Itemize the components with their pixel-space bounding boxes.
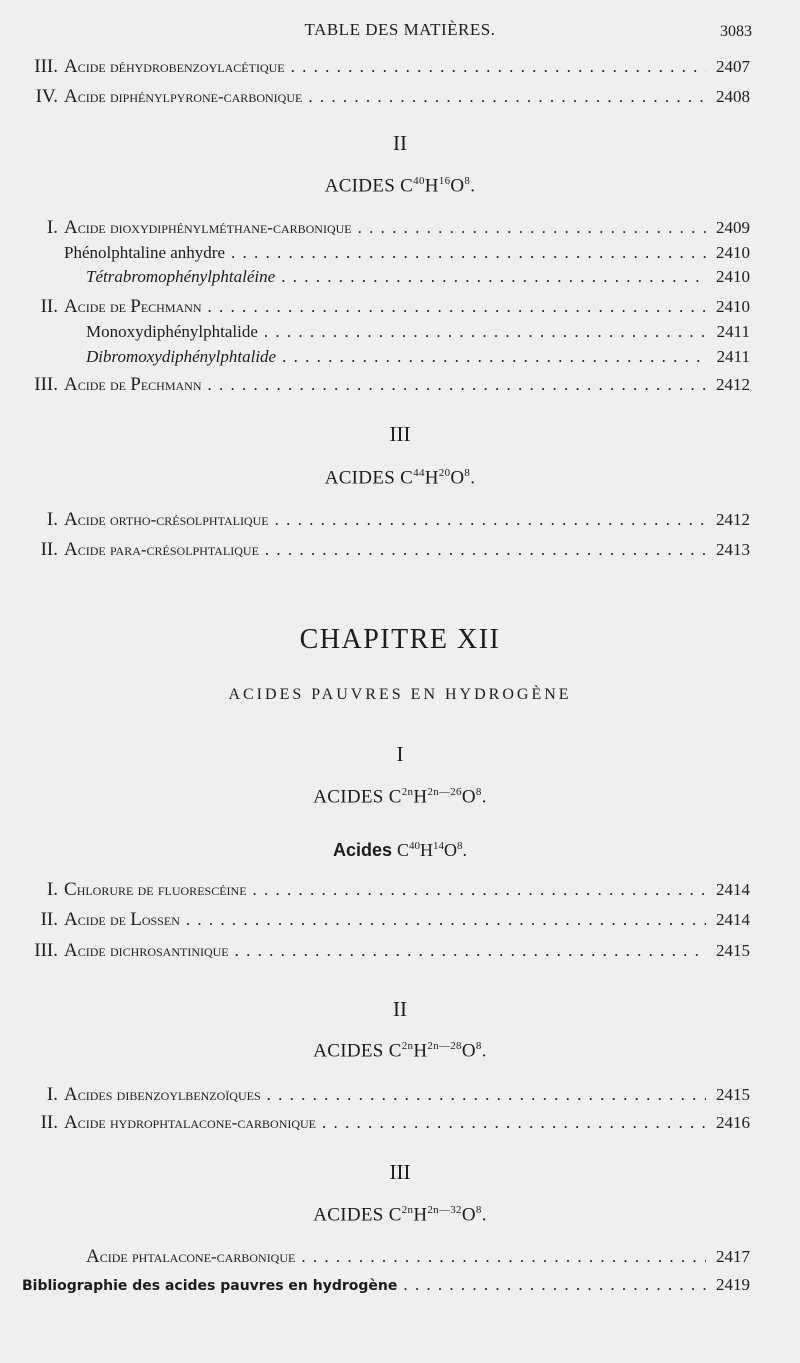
entry-page: 2409 [716,218,750,237]
section-heading: ACIDES $C^{2n}H^{2n—26}O^8$. [313,786,487,808]
entry-number: III. [34,940,58,961]
entry-page: 2412 [716,375,750,394]
entry-number: I. [46,217,58,238]
leader-dots [207,372,706,398]
entry-number: I. [46,1084,58,1105]
leader-dots [267,1082,706,1108]
entry-row [22,1272,750,1299]
entry-number: II. [40,296,58,317]
section-roman-numeral: III [389,422,411,446]
running-header-title: TABLE DES MATIÈRES. [304,20,496,39]
entry-label: Acide ortho-crésolphtalique [64,509,269,530]
entry-page: 2415 [716,941,750,960]
entry-row [64,372,750,398]
toc-entry[interactable] [0,372,800,398]
entry-label: Chlorure de fluorescéine [64,879,247,900]
entry-page: 2415 [716,1085,750,1104]
leader-dots [291,54,706,80]
entry-number: II. [40,909,58,930]
leader-dots [186,907,706,933]
entry-page: 2408 [716,87,750,106]
section-roman-numeral: III [389,1160,411,1184]
leader-dots [275,507,706,533]
entry-label: Monoxydiphénylphtalide [86,322,258,341]
entry-label: Acide phtalacone-carbonique [86,1246,296,1267]
section-roman-numeral: II [393,997,407,1021]
section-heading: ACIDES $C^{2n}H^{2n—32}O^8$. [313,1204,487,1226]
entry-label: Tétrabromophénylphtaléine [86,267,276,286]
entry-number: III. [34,374,58,395]
toc-entry[interactable] [0,507,800,533]
toc-entry[interactable] [0,215,800,241]
entry-row [86,344,750,370]
leader-dots [308,84,706,110]
toc-entry[interactable] [0,907,800,933]
toc-entry[interactable] [0,877,800,903]
entry-row [64,54,750,80]
entry-label: Acide para-crésolphtalique [64,539,259,560]
entry-label: Acide de Pechmann [64,374,202,395]
chapter-subtitle: ACIDES PAUVRES EN HYDROGÈNE [228,686,572,703]
entry-label: Acide hydrophtalacone-carbonique [64,1112,317,1133]
entry-page: 2410 [716,297,750,316]
toc-subentry[interactable] [0,240,800,266]
toc-entry[interactable] [0,1110,800,1136]
entry-number: I. [46,509,58,530]
entry-page: 2410 [716,267,750,286]
toc-entry[interactable] [0,1082,800,1108]
entry-row [86,264,750,290]
entry-row [64,938,750,964]
leader-dots [301,1244,706,1270]
entry-row [64,877,750,903]
entry-row [64,1082,750,1108]
section-heading: ACIDES $C^{44}H^{20}O^8$. [324,467,476,489]
entry-label: Acide diphénylpyrone-carbonique [64,86,303,107]
toc-entry[interactable] [0,1272,800,1298]
entry-row [64,84,750,110]
chapter-title: CHAPITRE XII [299,624,501,655]
entry-page: 2414 [716,880,750,899]
entry-label: Acide dichrosantinique [64,940,229,961]
toc-entry[interactable] [0,54,800,80]
toc-subentry[interactable] [0,264,800,290]
running-header-page-number: 3083 [720,23,752,40]
toc-entry[interactable] [0,294,800,320]
toc-entry[interactable] [0,1244,800,1270]
leader-dots [265,537,706,563]
toc-entry[interactable] [0,938,800,964]
entry-number: IV. [35,86,58,107]
toc-entry[interactable] [0,537,800,563]
entry-row [64,507,750,533]
entry-row [64,215,750,241]
toc-subentry[interactable] [0,319,800,345]
entry-label: Acide dioxydiphénylméthane-carbonique [64,217,352,238]
leader-dots [253,877,706,903]
section-heading: ACIDES $C^{40}H^{16}O^8$. [324,175,476,197]
entry-number: II. [40,1112,58,1133]
entry-page: 2413 [716,540,750,559]
toc-entry[interactable] [0,84,800,110]
entry-row [64,1110,750,1136]
leader-dots [403,1272,706,1298]
leader-dots [235,938,706,964]
entry-page: 2414 [716,910,750,929]
entry-page: 2410 [716,243,750,262]
entry-row [86,1244,750,1270]
leader-dots [264,319,707,345]
section-roman-numeral: I [396,742,404,766]
leader-dots [231,240,706,266]
subsection-heading: Acides $C^{40}H^{14}O^8$. [332,840,468,860]
entry-label: Phénolphtaline anhydre [64,243,225,262]
entry-row [64,537,750,563]
leader-dots [281,264,706,290]
toc-subentry[interactable] [0,344,800,370]
entry-label: Acide de Lossen [64,909,180,930]
entry-page: 2411 [716,347,750,366]
bibliography-label: Bibliographie des acides pauvres en hydrogène [22,1278,398,1294]
entry-page: 2417 [716,1247,750,1266]
entry-number: III. [34,56,58,77]
entry-number: I. [46,879,58,900]
leader-dots [322,1110,706,1136]
entry-label: Acides dibenzoylbenzoïques [64,1084,261,1105]
leader-dots [282,344,707,370]
entry-row [64,907,750,933]
entry-row [64,294,750,320]
section-roman-numeral: II [393,131,407,155]
entry-page: 2407 [716,57,750,76]
entry-page: 2411 [716,322,750,341]
entry-label: Acide de Pechmann [64,296,202,317]
leader-dots [207,294,706,320]
section-heading: ACIDES $C^{2n}H^{2n—28}O^8$. [313,1040,487,1062]
entry-page: 2412 [716,510,750,529]
leader-dots [358,215,706,241]
entry-row [64,240,750,266]
entry-label: Dibromoxydiphénylphtalide [86,347,277,366]
entry-page: 2419 [716,1275,750,1294]
entry-page: 2416 [716,1113,750,1132]
entry-row [86,319,750,345]
entry-label: Acide déhydrobenzoylacétique [64,56,285,77]
entry-number: II. [40,539,58,560]
